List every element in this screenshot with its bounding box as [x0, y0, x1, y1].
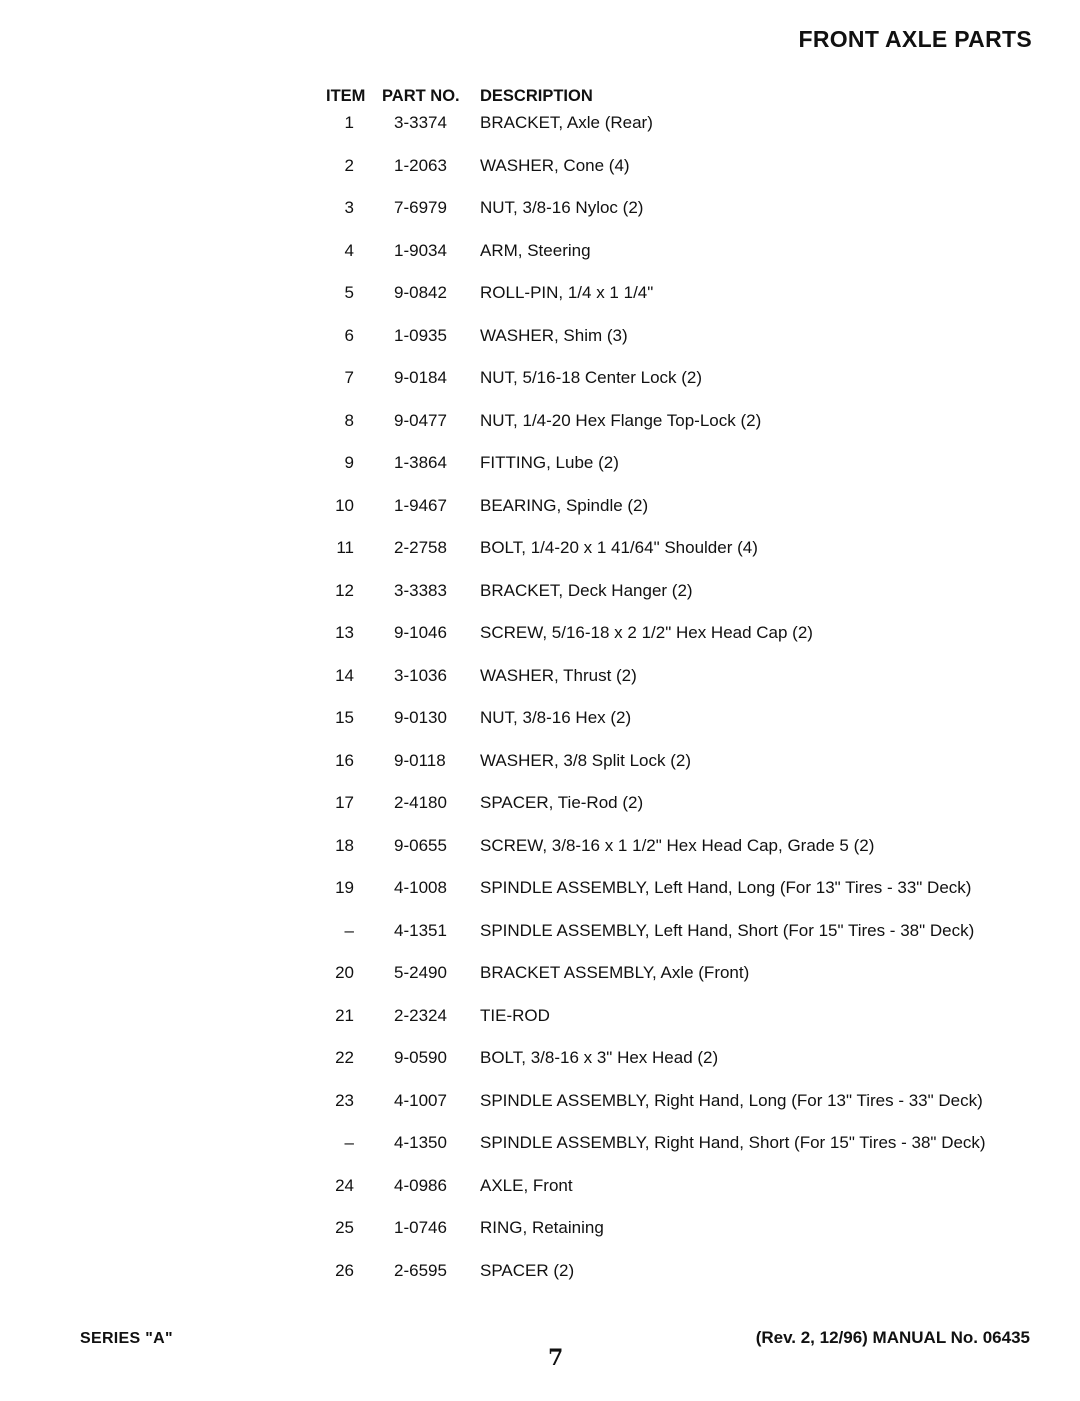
row-part-number: 1-3864 — [394, 453, 447, 472]
row-part-number: 5-2490 — [394, 963, 447, 982]
table-row — [0, 751, 1080, 794]
table-row — [0, 708, 1080, 751]
table-row — [0, 411, 1080, 454]
row-part-number: 4-1008 — [394, 878, 447, 897]
header-description: DESCRIPTION — [480, 87, 593, 105]
table-row — [0, 836, 1080, 879]
row-item-number: 25 — [335, 1218, 354, 1237]
table-row — [0, 113, 1080, 156]
row-item-number: 5 — [344, 283, 354, 302]
table-row — [0, 1261, 1080, 1304]
row-description: SPACER, Tie-Rod (2) — [480, 793, 644, 812]
row-part-number: 7-6979 — [394, 198, 447, 217]
table-row — [0, 496, 1080, 539]
row-description: RING, Retaining — [480, 1218, 604, 1237]
row-item-number: – — [344, 1133, 354, 1152]
row-description: SCREW, 5/16-18 x 2 1/2" Hex Head Cap (2) — [480, 623, 813, 642]
row-description: NUT, 5/16-18 Center Lock (2) — [480, 368, 703, 387]
row-part-number: 9-0130 — [394, 708, 447, 727]
table-row — [0, 963, 1080, 1006]
table-row — [0, 538, 1080, 581]
row-description: NUT, 1/4-20 Hex Flange Top-Lock (2) — [480, 410, 762, 430]
row-part-number: 1-0746 — [394, 1218, 447, 1237]
row-part-number: 9-0184 — [394, 368, 447, 387]
table-row — [0, 1133, 1080, 1176]
row-description: BRACKET ASSEMBLY, Axle (Front) — [480, 963, 750, 982]
table-row — [0, 793, 1080, 836]
row-description: AXLE, Front — [480, 1175, 573, 1195]
row-description: NUT, 3/8-16 Nyloc (2) — [480, 198, 644, 217]
row-part-number: 9-0477 — [394, 410, 447, 430]
row-item-number: 26 — [335, 1260, 354, 1280]
table-row — [0, 453, 1080, 496]
row-item-number: 17 — [335, 793, 354, 812]
table-row — [0, 1091, 1080, 1134]
row-part-number: 4-1351 — [394, 920, 447, 940]
row-description: SCREW, 3/8-16 x 1 1/2" Hex Head Cap, Grade 5 (2) — [480, 835, 875, 855]
row-description: WASHER, Shim (3) — [480, 325, 628, 345]
row-part-number: 2-2324 — [394, 1005, 447, 1025]
row-part-number: 1-0935 — [394, 325, 447, 345]
table-row — [0, 1006, 1080, 1049]
row-description: SPINDLE ASSEMBLY, Right Hand, Long (For 13" Tires - 33" Deck) — [480, 1090, 983, 1110]
row-description: BRACKET, Axle (Rear) — [480, 113, 653, 132]
table-row — [0, 623, 1080, 666]
row-description: NUT, 3/8-16 Hex (2) — [480, 708, 632, 727]
row-part-number: 4-1350 — [394, 1133, 447, 1152]
row-description: BOLT, 3/8-16 x 3" Hex Head (2) — [480, 1048, 719, 1067]
row-description: ROLL-PIN, 1/4 x 1 1/4" — [480, 283, 654, 302]
table-row — [0, 1176, 1080, 1219]
table-row — [0, 1048, 1080, 1091]
row-part-number: 4-1007 — [394, 1090, 447, 1110]
table-row — [0, 368, 1080, 411]
row-item-number: 6 — [344, 325, 354, 345]
table-row — [0, 878, 1080, 921]
row-item-number: 4 — [344, 240, 354, 260]
row-item-number: – — [344, 920, 354, 940]
row-item-number: 11 — [336, 538, 354, 557]
row-part-number: 1-9467 — [394, 495, 447, 515]
table-row — [0, 1218, 1080, 1261]
row-item-number: 9 — [344, 453, 354, 472]
row-description: WASHER, Cone (4) — [480, 155, 630, 175]
row-description: SPINDLE ASSEMBLY, Left Hand, Long (For 13" Tires - 33" Deck) — [480, 878, 972, 897]
row-item-number: 22 — [335, 1048, 354, 1067]
table-row — [0, 326, 1080, 369]
header-part-no: PART NO. — [382, 87, 460, 105]
row-part-number: 9-0590 — [394, 1048, 447, 1067]
page-title: FRONT AXLE PARTS — [798, 26, 1032, 52]
parts-table — [0, 113, 1080, 1303]
row-description: BRACKET, Deck Hanger (2) — [480, 580, 693, 600]
row-item-number: 16 — [335, 750, 354, 770]
row-part-number: 4-0986 — [394, 1175, 447, 1195]
table-row — [0, 921, 1080, 964]
row-item-number: 18 — [335, 835, 354, 855]
row-part-number: 1-9034 — [394, 240, 447, 260]
row-item-number: 20 — [335, 963, 354, 982]
table-row — [0, 198, 1080, 241]
row-description: WASHER, Thrust (2) — [480, 665, 637, 685]
row-item-number: 24 — [335, 1175, 354, 1195]
row-item-number: 8 — [344, 410, 354, 430]
row-part-number: 3-1036 — [394, 665, 447, 685]
manual-number: (Rev. 2, 12/96) MANUAL No. 06435 — [755, 1328, 1030, 1347]
row-item-number: 12 — [335, 580, 354, 600]
row-item-number: 21 — [335, 1005, 354, 1025]
row-part-number: 9-0842 — [394, 283, 447, 302]
row-part-number: 2-6595 — [394, 1260, 447, 1280]
row-description: BOLT, 1/4-20 x 1 41/64" Shoulder (4) — [480, 538, 758, 557]
row-part-number: 2-2758 — [394, 538, 447, 557]
row-part-number: 3-3374 — [394, 113, 447, 132]
row-description: ARM, Steering — [480, 240, 591, 260]
row-item-number: 2 — [344, 155, 354, 175]
table-row — [0, 241, 1080, 284]
table-row — [0, 581, 1080, 624]
row-item-number: 3 — [344, 198, 354, 217]
row-item-number: 7 — [344, 368, 354, 387]
row-description: SPINDLE ASSEMBLY, Right Hand, Short (For 15" Tires - 38" Deck) — [480, 1133, 986, 1152]
row-item-number: 23 — [335, 1090, 354, 1110]
table-row — [0, 283, 1080, 326]
row-description: TIE-ROD — [480, 1005, 550, 1025]
row-part-number: 1-2063 — [394, 155, 447, 175]
row-part-number: 9-0118 — [394, 750, 446, 770]
row-part-number: 9-1046 — [394, 623, 447, 642]
row-item-number: 15 — [335, 708, 354, 727]
row-description: SPINDLE ASSEMBLY, Left Hand, Short (For 15" Tires - 38" Deck) — [480, 920, 975, 940]
row-item-number: 10 — [335, 495, 354, 515]
series-label: SERIES "A" — [80, 1330, 173, 1347]
row-description: SPACER (2) — [480, 1260, 575, 1280]
table-row — [0, 156, 1080, 199]
table-row — [0, 666, 1080, 709]
row-description: BEARING, Spindle (2) — [480, 495, 649, 515]
row-description: WASHER, 3/8 Split Lock (2) — [480, 750, 691, 770]
row-part-number: 3-3383 — [394, 580, 447, 600]
row-part-number: 9-0655 — [394, 835, 447, 855]
row-item-number: 19 — [335, 878, 354, 897]
row-item-number: 13 — [335, 623, 354, 642]
page-number: 7 — [548, 1345, 564, 1371]
header-item: ITEM — [326, 87, 366, 105]
row-part-number: 2-4180 — [394, 793, 447, 812]
row-description: FITTING, Lube (2) — [480, 453, 619, 472]
row-item-number: 14 — [335, 665, 354, 685]
row-item-number: 1 — [344, 113, 354, 132]
